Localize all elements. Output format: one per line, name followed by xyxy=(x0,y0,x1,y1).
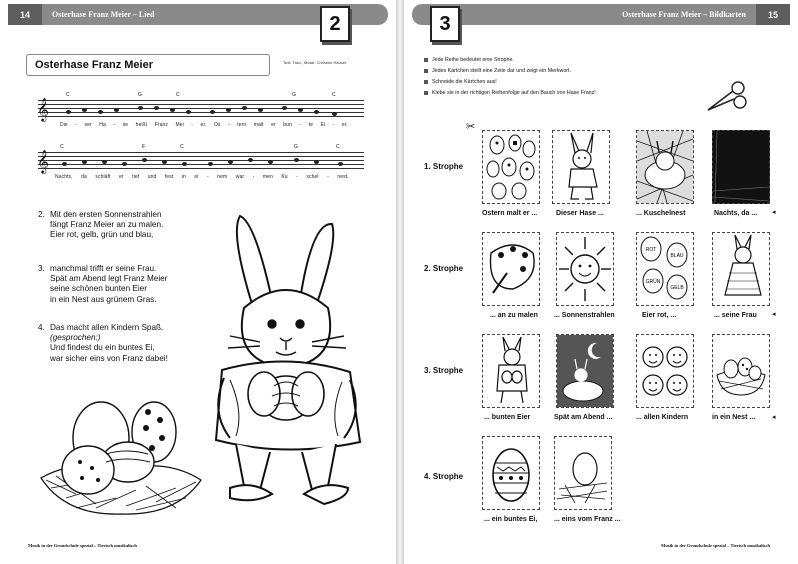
chord: C xyxy=(176,92,180,98)
song-title: Osterhase Franz Meier xyxy=(35,59,153,71)
music-staff-1 xyxy=(37,92,364,121)
rabbit-franz-illustration xyxy=(200,212,370,522)
scissors-icon: ✂ xyxy=(466,121,476,133)
egg-word: GELB xyxy=(670,285,684,291)
header-title: Osterhase Franz Meier – Bildkarten xyxy=(622,10,746,19)
cut-arrow-icon: ◂ xyxy=(772,311,776,318)
song-title-box xyxy=(26,54,270,76)
card-caption: in ein Nest ... xyxy=(712,414,756,421)
picture-card-moon[interactable] xyxy=(712,130,770,204)
chord: C xyxy=(60,144,64,150)
card-caption: ... bunten Eier xyxy=(484,414,531,421)
page-number: 14 xyxy=(8,4,42,25)
chord: G xyxy=(292,92,296,98)
card-caption: ... an zu malen xyxy=(490,312,538,319)
flag-number: 3 xyxy=(430,6,460,42)
music-staff-2 xyxy=(37,144,364,173)
chord: C xyxy=(336,144,340,150)
picture-card-hidden-egg[interactable] xyxy=(554,436,612,510)
picture-card-nest-eggs[interactable] xyxy=(712,334,770,408)
right-page-header xyxy=(412,4,790,25)
card-caption: ... seine Frau xyxy=(714,312,757,319)
card-caption: ... ein buntes Ei, xyxy=(484,516,538,523)
page-footer: Musik in der Grundschule spezial – Tierisch musikalisch xyxy=(28,543,137,548)
card-caption: ... Kuschelnest xyxy=(636,210,686,217)
strophe-label: 4. Strophe xyxy=(424,472,464,481)
instruction-item: Jede Reihe bedeutet eine Strophe. xyxy=(424,55,596,66)
instruction-list xyxy=(424,55,596,99)
card-caption: Eier rot, ... xyxy=(642,312,677,319)
chord: F xyxy=(142,144,146,150)
picture-card-rabbit[interactable] xyxy=(552,130,610,204)
picture-card-decorated-egg[interactable] xyxy=(482,436,540,510)
left-page xyxy=(0,0,396,564)
strophe-label: 1. Strophe xyxy=(424,162,464,171)
egg-word: BLAU xyxy=(670,253,684,259)
chord: G xyxy=(294,144,298,150)
picture-card-palette[interactable] xyxy=(482,232,540,306)
scissors-icon xyxy=(704,80,748,114)
egg-word: GRÜN xyxy=(645,279,661,285)
picture-card-rabbit-eggs[interactable] xyxy=(482,334,540,408)
card-caption: Spät am Abend ... xyxy=(554,414,613,421)
chord: C xyxy=(180,144,184,150)
verse-text: manchmal trifft er seine Frau. Spät am Abend legt Franz Meier seine schönen bunten Eier in ein Nest aus grünem Gras. xyxy=(50,264,168,304)
verse-text: Das macht allen Kindern Spaß. xyxy=(50,323,164,332)
verse-number: 3. xyxy=(38,264,45,273)
treble-clef-icon: 𝄞 xyxy=(37,149,49,173)
instruction-item: Schneide die Kärtchen aus! xyxy=(424,77,596,88)
verse-text: Mit den ersten Sonnenstrahlen fängt Franz Meier an zu malen. Eier rot, gelb, grün und blau, xyxy=(50,210,164,240)
card-caption: ... allen Kindern xyxy=(636,414,689,421)
page-footer: Musik in der Grundschule spezial – Tierisch musikalisch xyxy=(661,543,770,548)
instruction-item: Klebe sie in der richtigen Reihenfolge auf den Bauch von Hase Franz! xyxy=(424,88,596,99)
card-caption: ... eins vom Franz ... xyxy=(554,516,621,523)
verse-number: 2. xyxy=(38,210,45,219)
card-caption: ... Sonnenstrahlen xyxy=(554,312,615,319)
egg-word: ROT xyxy=(645,247,657,253)
chord: C xyxy=(66,92,70,98)
header-title: Osterhase Franz Meier – Lied xyxy=(52,10,155,19)
right-page xyxy=(404,0,798,564)
treble-clef-icon: 𝄞 xyxy=(37,97,49,121)
picture-card-eggs[interactable] xyxy=(482,130,540,204)
song-credits: Text: Trad., Musik: Christine Hauser xyxy=(283,60,347,65)
picture-card-nest[interactable] xyxy=(636,130,694,204)
picture-card-children[interactable] xyxy=(636,334,694,408)
flag-number: 2 xyxy=(320,6,350,42)
picture-card-color-eggs[interactable] xyxy=(636,232,694,306)
card-caption: Nachts, da ... xyxy=(714,210,758,217)
strophe-label: 3. Strophe xyxy=(424,366,464,375)
cut-arrow-icon: ◂ xyxy=(772,414,776,421)
picture-card-sun[interactable] xyxy=(556,232,614,306)
card-caption: Ostern malt er ... xyxy=(482,210,538,217)
instruction-item: Jedes Kärtchen stellt eine Zeile dar und zeigt ein Merkwort. xyxy=(424,66,596,77)
chord: C xyxy=(332,92,336,98)
lyrics-line-2: Nachts, da schläft er tief und fest in ei - nem war - men Ku - schel - nest. xyxy=(55,174,349,180)
card-caption: Dieser Hase ... xyxy=(556,210,604,217)
book-gutter xyxy=(396,0,404,564)
picture-card-rabbit-wife[interactable] xyxy=(712,232,770,306)
lyrics-line-1: Die - ser Ha - se heißt Franz Mei - er. Os - tern malt er bun - te Ei - er. xyxy=(60,122,348,128)
cut-arrow-icon: ◂ xyxy=(772,209,776,216)
verse-text: Und findest du ein buntes Ei, war sicher eins von Franz dabei! xyxy=(50,343,168,363)
chord: G xyxy=(138,92,142,98)
egg-nest-illustration xyxy=(36,398,206,518)
picture-card-evening[interactable] xyxy=(556,334,614,408)
verse-number: 4. xyxy=(38,323,45,332)
page-number: 15 xyxy=(756,4,790,25)
strophe-label: 2. Strophe xyxy=(424,264,464,273)
spoken-note: (gesprochen:) xyxy=(50,333,101,343)
